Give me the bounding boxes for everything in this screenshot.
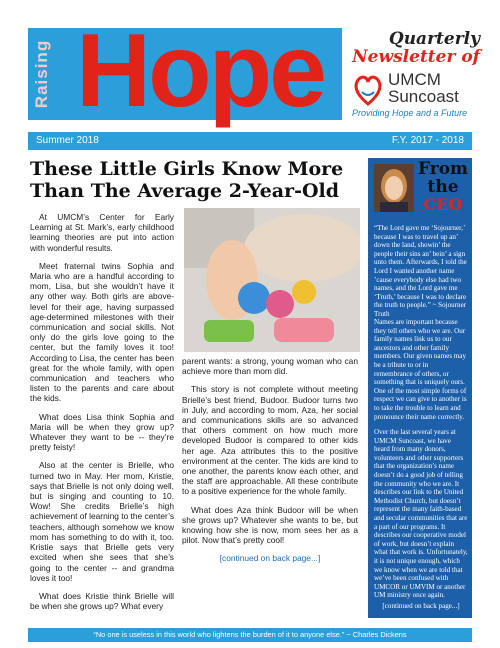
article-paragraph: What does Aza think Budoor will be when she grows up? Whatever she wants to be, but knowing how she is now, mom sees her as a pilot. Now that’s pretty cool! <box>182 504 358 546</box>
footer-quote: “No one is useless in this world who lightens the burden of it to anyone else.” ~ Charles Dickens <box>93 630 407 639</box>
article-column-2 <box>182 356 358 572</box>
sidebar-heading-ceo: CEO <box>423 195 463 214</box>
child-playing-photo <box>184 208 360 352</box>
article-paragraph: What does Kristie think Brielle will be when she grows up? What every <box>30 590 174 612</box>
umcm-heart-logo-icon <box>352 70 384 108</box>
masthead-raising: Raising <box>32 39 51 109</box>
article-continued-link[interactable]: [continued on back page...] <box>219 553 321 564</box>
logo-umcm: UMCM <box>388 70 441 89</box>
quarterly-newsletter-heading: Quarterly Newsletter of <box>352 29 480 67</box>
article-headline: These Little Girls Know More Than The Average 2-Year-Old <box>30 158 344 202</box>
sidebar-paragraph-2: Over the last several years at UMCM Suncoast, we have heard from many donors, volunteers and other supporters that the organization’s name doesn’t do a good job of telling the community who we are. It describes our link to the United Methodist Church, but doesn’t represent the many faith-based and secular communities that are a part of our programs. It describes our cooperative model of work, but doesn’t explain what that work is. Unfortunately, it is not unique enough, which we know when we are told that we’ve been confused with UMCOR or UMVIM or another UM ministry once again. [continued on back page...] <box>374 428 468 610</box>
sidebar-quote: “The Lord gave me ‘Sojourner,’ because I was to travel up an’ down the land, showin’ the people their sins an’ bein’ a sign unto them. Afterwards, I told the Lord I wanted another name ’cause everybody else had two names, and the Lord gave me ‘Truth,’ because I was to declare the truth to people.” ~ Sojourner Truth <box>374 224 467 318</box>
fiscal-year: F.Y. 2017 - 2018 <box>391 135 464 146</box>
article-paragraph: Meet fraternal twins Sophia and Maria who are a handful according to mom, Lisa, but she wouldn’t have it any other way. Both girls are above-level for their age, having surpassed age-determined milestones with their communication and social skills. Not only do the girls love going to the center, but the family loves it too! According to Lisa, the center has been great for the whole family, with open communication and teachers who listen to the parents and care about the kids. <box>30 260 174 404</box>
article-paragraph: What does Lisa think Sophia and Maria will be when they grow up? Whatever they want to be -- they’re pretty feisty! <box>30 411 174 453</box>
article-paragraph: Also at the center is Brielle, who turned two in May. Her mom, Kristie, says that Brielle is not only doing well, but is singing and counting to 10. Wow! She credits Brielle’s high achievement of learning to the center’s teachers, although somehow we know mom has something to do with it, too. Kristie says that Brielle gets very excited when she sees that she’s going to the center -- and grandma loves it too! <box>30 460 175 583</box>
article-paragraph: At UMCM’s Center for Early Learning at St. Mark’s, early childhood learning theories are put into action with wonderful results. <box>30 212 174 253</box>
sidebar-heading-from: From the <box>417 159 469 197</box>
ceo-portrait <box>374 164 414 212</box>
masthead-title: Hope <box>76 13 324 129</box>
logo-suncoast: Suncoast <box>388 87 459 106</box>
article-photo <box>184 208 360 352</box>
ceo-portrait-image <box>374 164 414 212</box>
article-paragraph: This story is not complete without meeting Brielle’s best friend, Budoor. Budoor turns two in July, and according to mom, Aza, her social and communications skills are so advanced that others comment on how much more developed Budoor is compared to other kids her age. Aza attributes this to the positive environment at the center. The kids are kind to one another, the parents know each other, and the staff are approachable. All these contribute to a positive experience for the whole family. <box>182 384 358 497</box>
issue-season: Summer 2018 <box>36 135 99 146</box>
sidebar-continued-link[interactable]: [continued on back page...] <box>382 601 460 610</box>
article-column-1 <box>30 212 174 619</box>
logo-tagline: Providing Hope and a Future <box>352 108 468 118</box>
article-paragraph: parent wants: a strong, young woman who can achieve more than mom did. <box>182 356 358 377</box>
sidebar-paragraph-1: Names are important because they tell others who we are. Our family names link us to our ancestors and other family members. Our given names may be a tribute to or in remembrance of others, or something that is uniquely ours. One of the most simple forms of respect we can give to another is to take the trouble to learn and pronounce their name correctly. <box>374 318 467 421</box>
